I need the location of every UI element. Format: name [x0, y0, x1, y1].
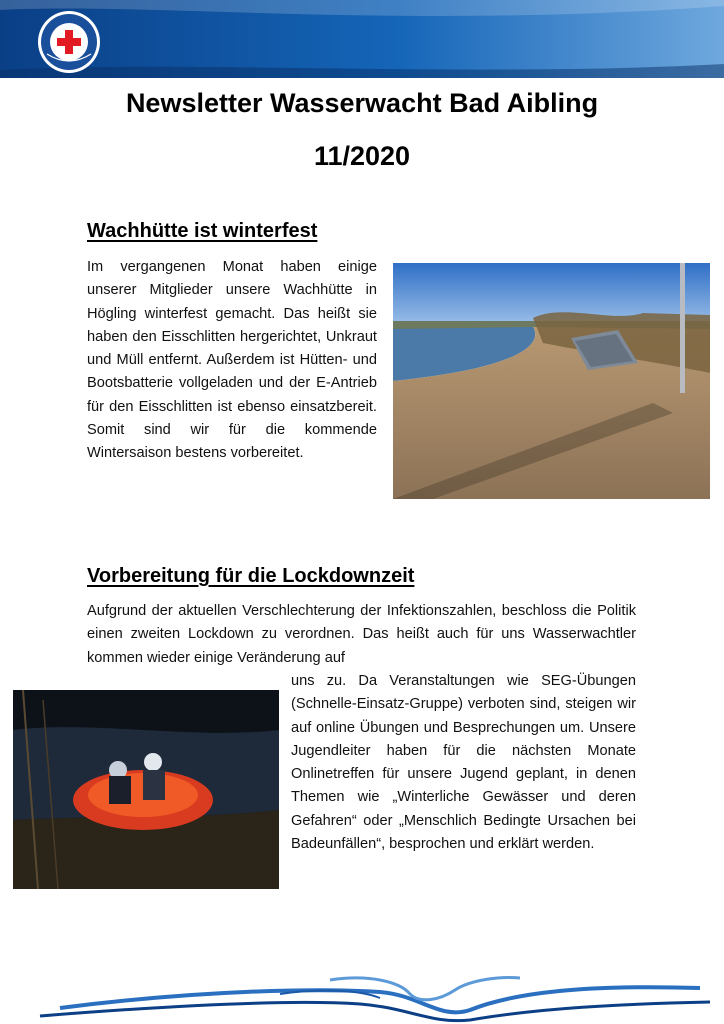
lake-shore-photo	[393, 263, 710, 499]
footer-wave-decoration	[0, 950, 724, 1024]
wasserwacht-logo	[37, 10, 101, 74]
section-paragraph-winterfest: Im vergangenen Monat haben einige unserer Mitglieder unsere Wachhütte in Högling winterfest gemacht. Das heißt sie haben den Eisschlitten hergerichtet, Unkraut und Müll entfernt. Außerdem ist Hütten- und Bootsbatterie vollgeladen und der E-Antrieb für den Eisschlitten ist ebenso einsatzbereit. Somit sind wir für die kommende Wintersaison bestens vorbereitet.	[87, 259, 377, 462]
section-paragraph-lockdown-intro: Aufgrund der aktuellen Verschlechterung der Infektionszahlen, beschloss die Politik einen zweiten Lockdown zu verordnen. Das heißt auch für uns Wasserwachtler kommen wieder einige Veränderung auf	[87, 603, 636, 666]
section-heading-winterfest: Wachhütte ist winterfest	[87, 220, 318, 242]
red-cross-icon	[37, 10, 101, 74]
newsletter-title: Newsletter Wasserwacht Bad Aibling	[125, 88, 599, 118]
header-band	[0, 0, 724, 78]
section-paragraph-lockdown-rest: uns zu. Da Veranstaltungen wie SEG-Übungen (Schnelle-Einsatz-Gruppe) verboten sind, steigen wir auf online Übungen und Besprechungen um. Unsere Jugendleiter haben für die nächsten Monate Onlinetreffen für unsere Jugend geplant, in denen Themen wie „Winterliche Gewässer und deren Gefahren“ oder „Menschlich Bedingte Ursachen bei Badeunfällen“, besprochen und erklärt werden.	[291, 673, 636, 853]
section-heading-lockdown: Vorbereitung für die Lockdownzeit	[87, 565, 415, 587]
rescue-boat-photo	[13, 690, 279, 889]
newsletter-issue-date: 11/2020	[313, 141, 411, 171]
